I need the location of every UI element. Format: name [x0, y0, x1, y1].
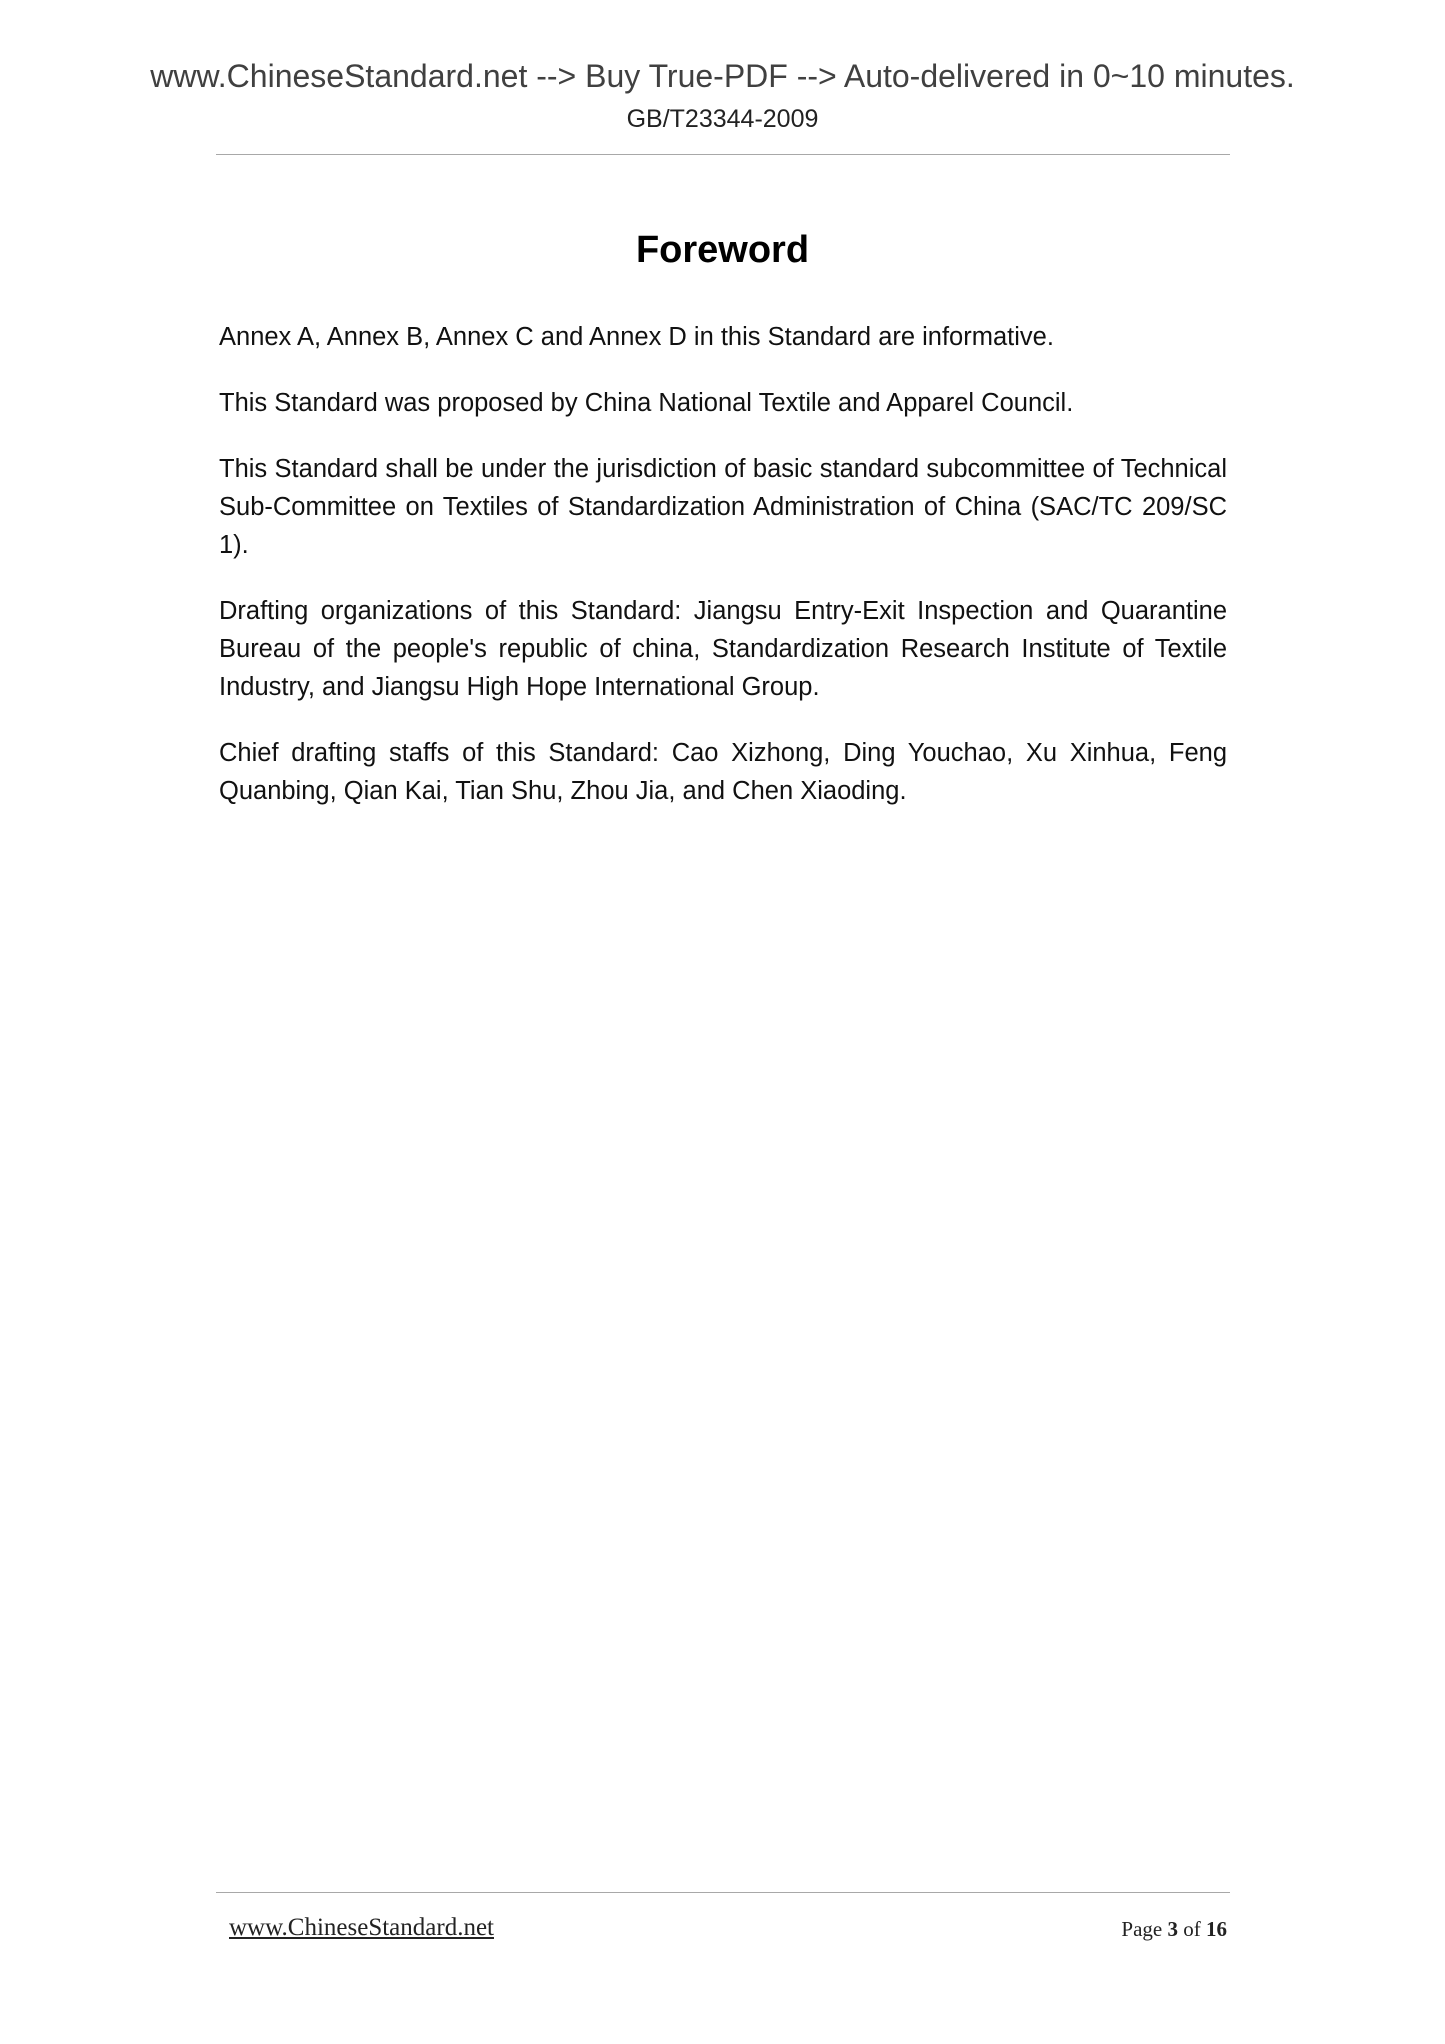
- foreword-body: [219, 318, 1227, 838]
- page-current: 3: [1167, 1917, 1178, 1941]
- header-divider: [216, 154, 1230, 155]
- page-total: 16: [1206, 1917, 1227, 1941]
- paragraph-drafting-staff: Chief drafting staffs of this Standard: Cao Xizhong, Ding Youchao, Xu Xinhua, Feng Quanbing, Qian Kai, Tian Shu, Zhou Jia, and Chen Xiaoding.: [219, 739, 1227, 805]
- page-number: [1121, 1915, 1227, 1943]
- page-title: Foreword: [635, 229, 810, 271]
- site-banner: www.ChineseStandard.net --> Buy True-PDF --> Auto-delivered in 0~10 minutes.: [150, 58, 1295, 94]
- page-word: Page: [1121, 1917, 1163, 1941]
- paragraph-annexes: Annex A, Annex B, Annex C and Annex D in this Standard are informative.: [219, 323, 1054, 351]
- standard-code: GB/T23344-2009: [626, 105, 819, 133]
- footer-site-link[interactable]: www.ChineseStandard.net: [229, 1914, 494, 1941]
- paragraph-jurisdiction: This Standard shall be under the jurisdiction of basic standard subcommittee of Technical Sub-Committee on Textiles of Standardization Administration of China (SAC/TC 209/SC 1).: [219, 455, 1227, 559]
- of-word: of: [1183, 1917, 1201, 1941]
- footer-divider: [216, 1892, 1230, 1893]
- paragraph-proposer: This Standard was proposed by China National Textile and Apparel Council.: [219, 389, 1074, 417]
- paragraph-drafting-organizations: Drafting organizations of this Standard: Jiangsu Entry-Exit Inspection and Quarantine Bureau of the people's republic of china, Standardization Research Institute of Textile Industry, and Jiangsu High Hope International Group.: [219, 597, 1227, 701]
